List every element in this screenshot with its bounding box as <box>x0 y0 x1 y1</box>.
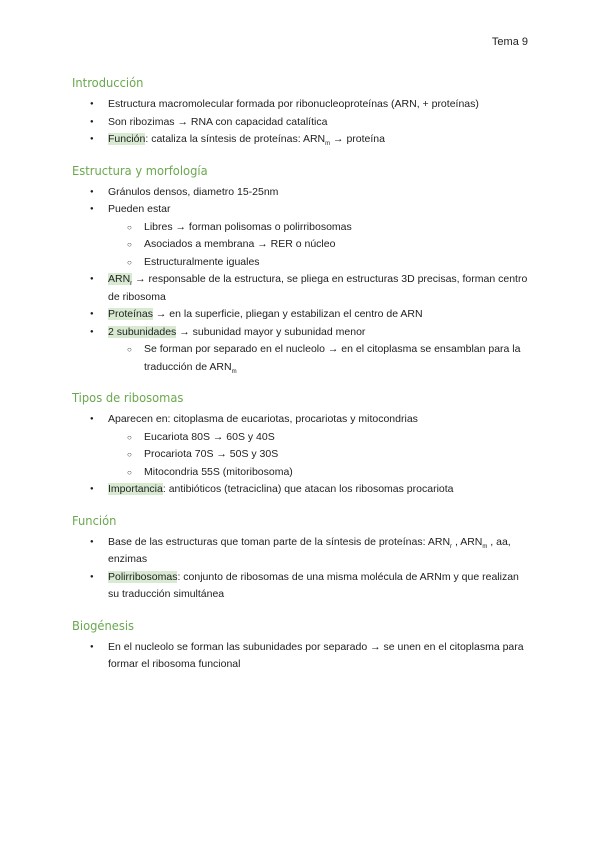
list-item <box>72 324 532 377</box>
item-text: , aa, enzimas <box>108 535 511 565</box>
item-text: → responsable de la estructura, se pliega en estructuras 3D precisas, forman centro de ribosoma <box>108 273 528 303</box>
section-title: Introducción <box>72 75 144 90</box>
term-text: ARN <box>108 273 131 285</box>
item-text: Base de las estructuras que toman parte de la síntesis de proteínas: ARN <box>108 535 451 548</box>
bullet-list <box>72 534 532 604</box>
subscript: r <box>130 281 133 288</box>
item-text: : conjunto de ribosomas de una misma molécula de ARNm y que realizan su traducción simultánea <box>108 570 519 600</box>
sub-list-item: ○ Eucariota 80S → 60S y 40S <box>108 429 532 447</box>
item-text: : antibióticos (tetraciclina) que atacan los ribosomas procariota <box>162 483 454 495</box>
sub-list-item: ○ Procariota 70S → 50S y 30S <box>108 446 532 464</box>
sub-list-item: ○ Mitocondria 55S (mitoribosoma) <box>108 464 532 482</box>
section-title: Estructura y morfología <box>72 162 208 178</box>
list-item <box>72 184 532 202</box>
bullet-list <box>72 96 532 149</box>
list-item <box>72 271 532 306</box>
list-item <box>72 201 532 271</box>
sub-list-item: ○ Asociados a membrana → RER o núcleo <box>108 236 532 254</box>
section-title: Función <box>72 512 117 528</box>
sub-list <box>108 341 532 376</box>
item-text: Se forman por separado en el nucleolo → en el citoplasma se ensamblan para la traducción de ARN <box>144 343 521 373</box>
item-text: → subunidad mayor y subunidad menor <box>176 325 366 338</box>
highlighted-term: Función <box>108 133 146 145</box>
list-item <box>72 411 532 481</box>
subscript: r <box>450 543 453 550</box>
list-item <box>72 481 532 499</box>
item-text: : cataliza la síntesis de proteínas: ARN <box>145 133 326 145</box>
highlighted-term: Polirribosomas <box>108 570 178 583</box>
bullet-list <box>72 639 532 674</box>
section-biogenesis <box>72 618 532 674</box>
sub-list-item: ○ Estructuralmente iguales <box>108 254 532 272</box>
item-text: Gránulos densos, diametro 15-25nm <box>108 185 279 198</box>
section-title: Tipos de ribosomas <box>72 390 184 405</box>
highlighted-term: Proteínas <box>108 308 153 320</box>
list-item <box>72 306 532 324</box>
item-text: Son ribozimas → RNA con capacidad catalítica <box>108 115 328 128</box>
document-body <box>72 75 532 688</box>
list-item <box>72 114 532 132</box>
sub-list-item <box>108 341 532 376</box>
section-title: Biogénesis <box>72 617 135 633</box>
list-item <box>72 96 532 114</box>
section-tipos <box>72 390 532 499</box>
list-item <box>72 569 532 604</box>
sub-list <box>108 429 532 482</box>
section-estructura <box>72 163 532 377</box>
subscript: m <box>325 141 331 148</box>
item-text: → proteína <box>330 133 385 145</box>
section-funcion <box>72 513 532 604</box>
sub-list <box>108 219 532 272</box>
item-text: Estructura macromolecular formada por ribonucleoproteínas (ARN, + proteínas) <box>108 98 479 110</box>
list-item <box>72 534 532 569</box>
item-text: , ARN <box>452 535 483 548</box>
page-header-topic: Tema 9 <box>491 36 528 48</box>
item-text: En el nucleolo se forman las subunidades por separado → se unen en el citoplasma para formar el ribosoma funcional <box>108 640 524 670</box>
bullet-list <box>72 184 532 377</box>
highlighted-term: Importancia <box>108 483 163 495</box>
section-introduccion <box>72 75 532 149</box>
item-text: Pueden estar <box>108 203 171 215</box>
item-text: → en la superficie, pliegan y estabilizan el centro de ARN <box>152 308 423 320</box>
sub-list-item: ○ Libres → forman polisomas o polirribosomas <box>108 219 532 237</box>
item-text: Aparecen en: citoplasma de eucariotas, procariotas y mitocondrias <box>108 413 418 425</box>
highlighted-term: 2 subunidades <box>108 325 177 338</box>
bullet-list <box>72 411 532 499</box>
list-item <box>72 639 532 674</box>
list-item <box>72 131 532 149</box>
highlighted-term <box>108 273 133 288</box>
subscript: m <box>482 543 488 550</box>
subscript: m <box>231 368 237 375</box>
